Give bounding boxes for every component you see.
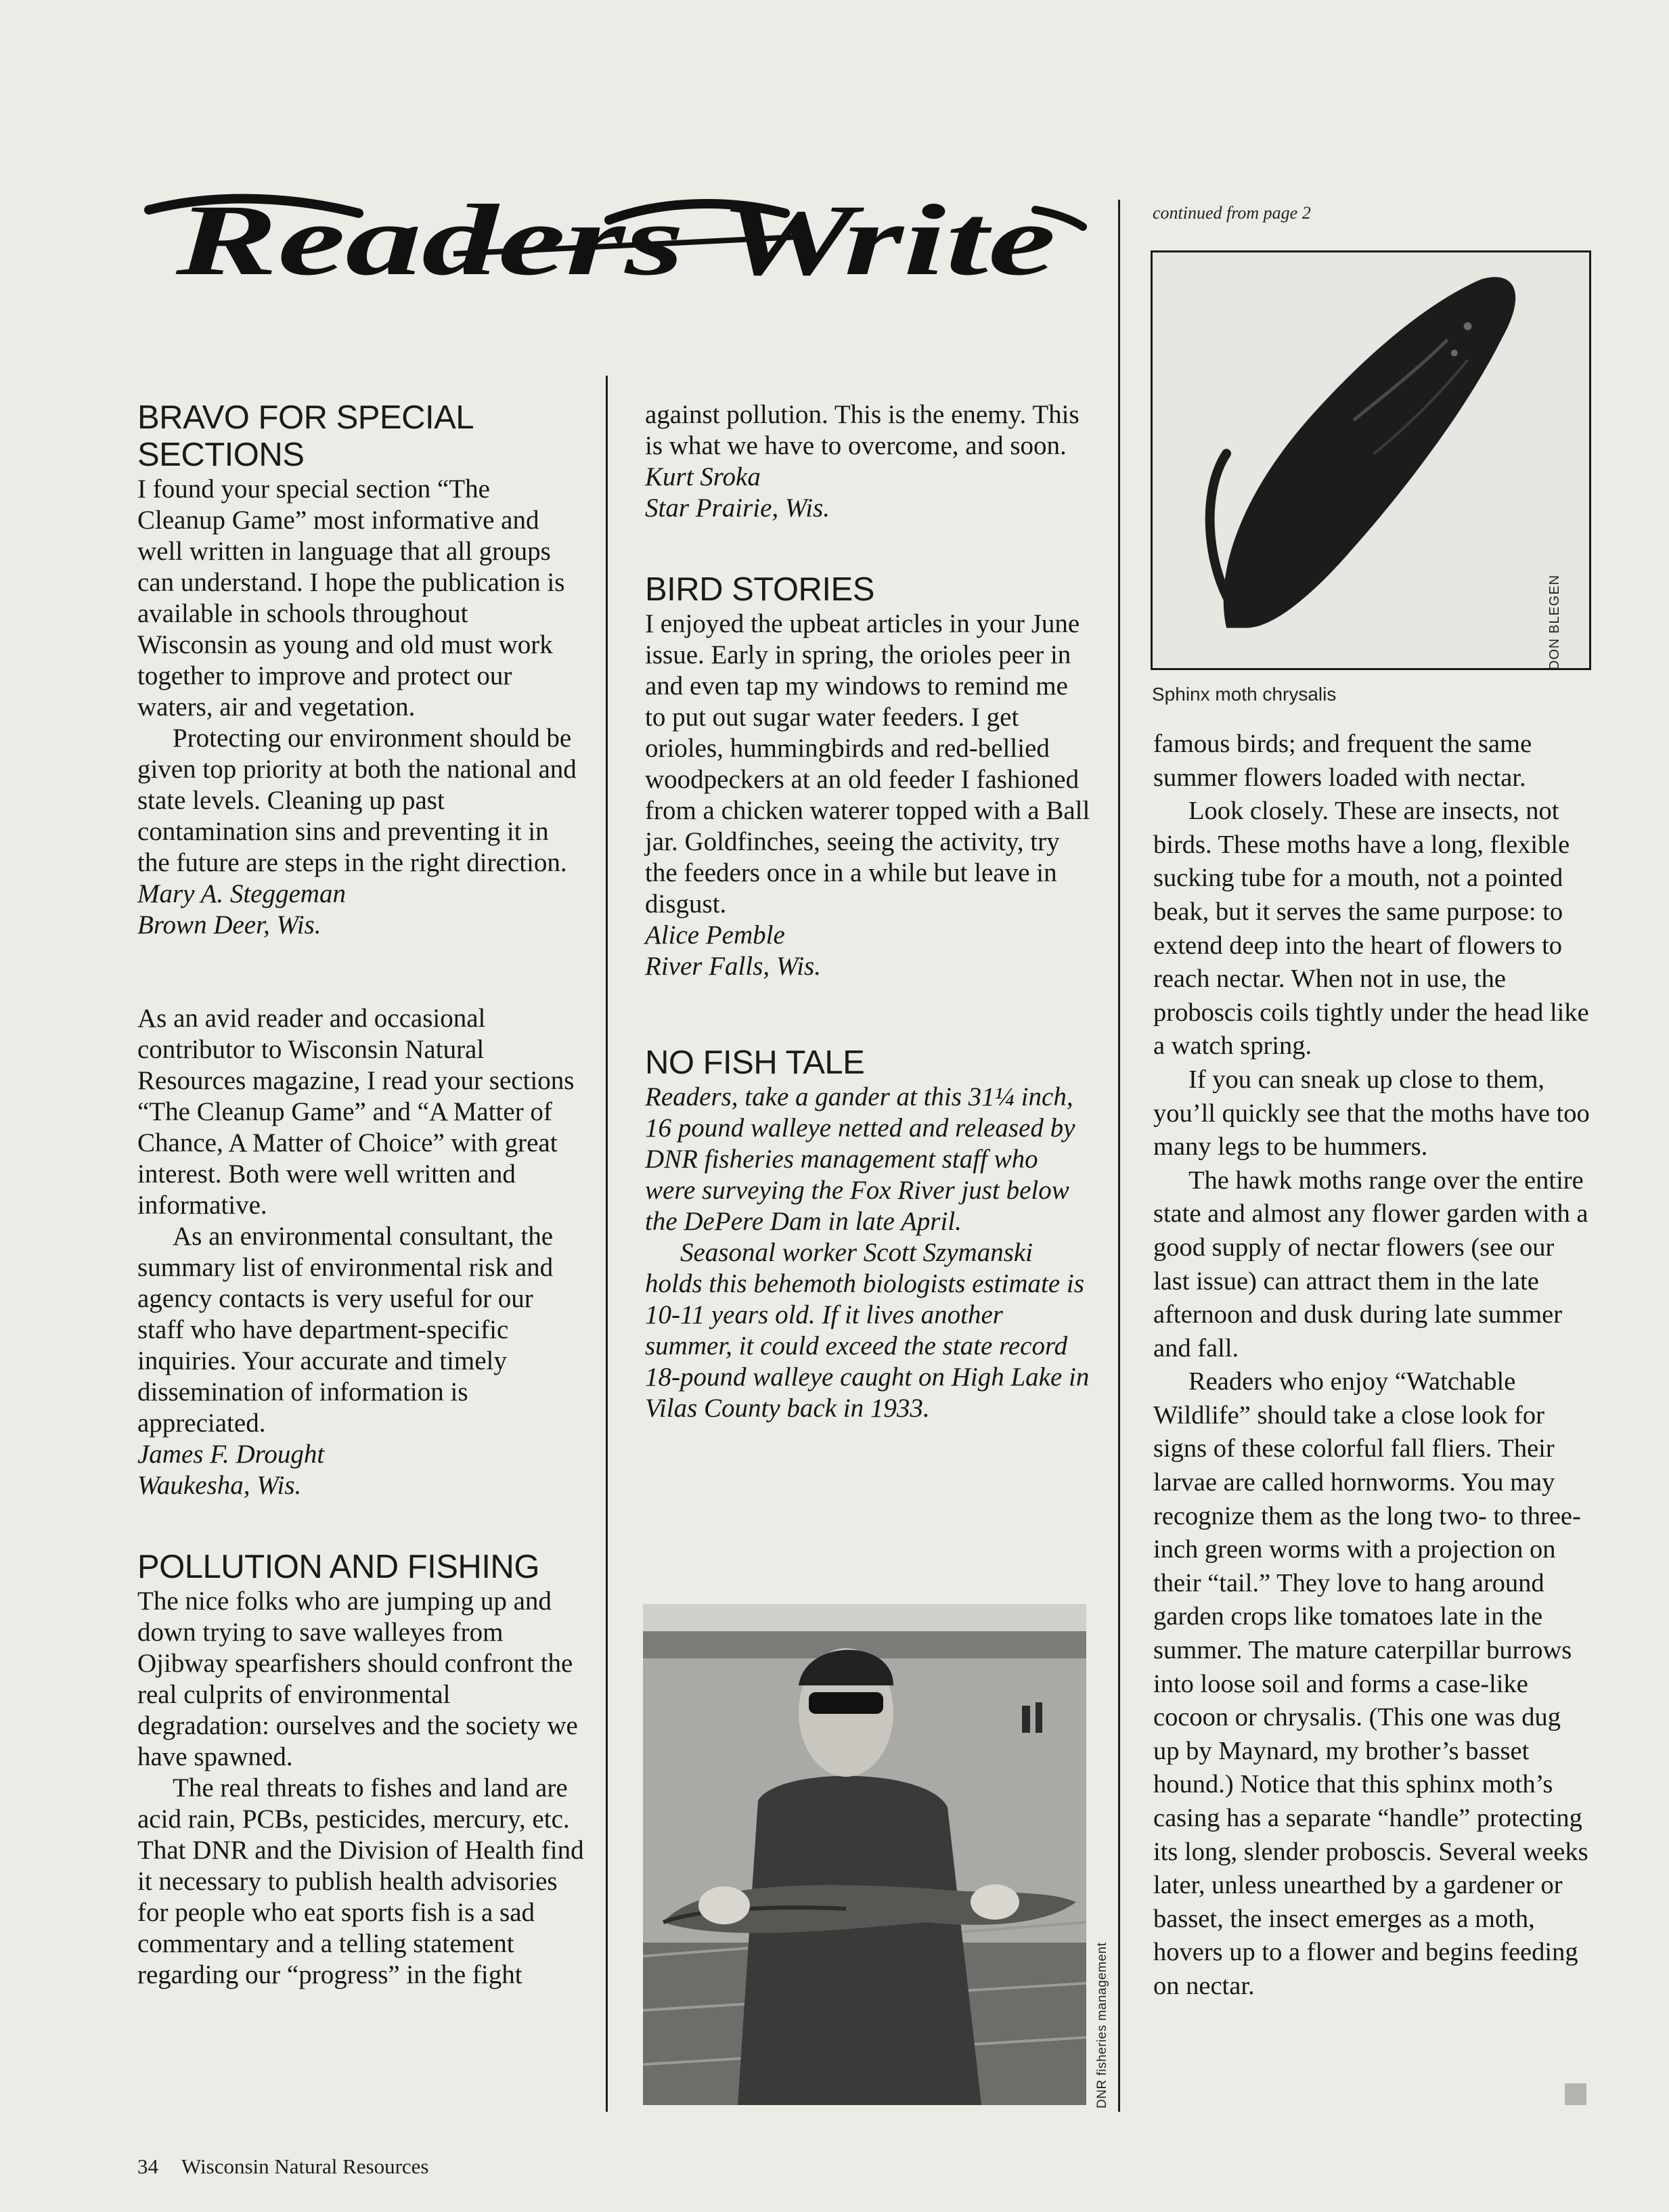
column-2 bbox=[645, 399, 1092, 1424]
chrysalis-photo-credit: DON BLEGEN bbox=[1547, 574, 1562, 670]
letter-1-signature-name: Mary A. Steggeman bbox=[137, 879, 346, 908]
letter-3-signature-name: Kurt Sroka bbox=[645, 462, 761, 491]
chrysalis-photo bbox=[1151, 250, 1591, 670]
page-footer bbox=[137, 2154, 429, 2179]
heading-bravo: BRAVO FOR SPECIAL SECTIONS bbox=[137, 399, 473, 473]
fish-tale-para-2: Seasonal worker Scott Szymanski holds this behemoth biologists estimate is 10-11 years old. If it lives another summer, it could exceed the state record 18-pound walleye caught on High Lake in Vilas County back in 1933. bbox=[645, 1238, 1090, 1423]
letter-1-para-2: Protecting our environment should be given top priority at both the national and state levels. Cleaning up past contamination sins and preventing it in the future are steps in the right direction. bbox=[137, 724, 577, 877]
walleye-photo bbox=[643, 1604, 1086, 2105]
chrysalis-caption: Sphinx moth chrysalis bbox=[1152, 684, 1337, 705]
letter-3-continued: against pollution. This is the enemy. This is what we have to overcome, and soon. bbox=[645, 400, 1080, 460]
moth-para-5: Readers who enjoy “Watchable Wildlife” should take a close look for signs of these colorful fall fliers. Their larvae are called hornworms. You may recognize them as the long two- to three-inch green worms with a projection on their “tail.” They love to hang around garden crops like tomatoes late in the summer. The mature caterpillar burrows into loose soil and forms a case-like cocoon or chrysalis. (This one was dug up by Maynard, my brother’s basset hound.) Notice that this sphinx moth’s casing has a separate “handle” protecting its long, slender proboscis. Several weeks later, unless unearthed by a gardener or basset, the insect emerges as a moth, hovers up to a flower and begins feeding on nectar. bbox=[1153, 1367, 1588, 2000]
publication-name: Wisconsin Natural Resources bbox=[181, 2154, 429, 2178]
letter-4-para-1: I enjoyed the upbeat articles in your June issue. Early in spring, the orioles peer in and even tap my windows to remind me to put out sugar water feeders. I get orioles, hummingbirds and red-bellied woodpeckers at an old feeder I fashioned from a chicken waterer topped with a Ball jar. Goldfinches, seeing the activity, try the feeders once in a while but leave in disgust. bbox=[645, 609, 1090, 919]
end-mark bbox=[1565, 2083, 1586, 2105]
moth-para-2: Look closely. These are insects, not birds. These moths have a long, flexible sucking tube for a mouth, not a pointed beak, but it serves the same purpose: to extend deep into the heart of flowers to reach nectar. When not in use, the proboscis coils tightly under the head like a watch spring. bbox=[1153, 797, 1589, 1061]
continued-note: continued from page 2 bbox=[1153, 203, 1311, 223]
letter-2-signature-place: Waukesha, Wis. bbox=[137, 1471, 302, 1500]
letter-4-signature-place: River Falls, Wis. bbox=[645, 952, 821, 981]
letter-1-signature-place: Brown Deer, Wis. bbox=[137, 910, 321, 939]
moth-para-1: famous birds; and frequent the same summer flowers loaded with nectar. bbox=[1153, 730, 1532, 792]
column-rule-2 bbox=[1118, 200, 1120, 2112]
letter-2-para-1: As an avid reader and occasional contributor to Wisconsin Natural Resources magazine, I read your sections “The Cleanup Game” and “A Matter of Chance, A Matter of Choice” with great interest. Both were well written and informative. bbox=[137, 1004, 575, 1220]
letter-2-para-2: As an environmental consultant, the summary list of environmental risk and agency contacts is very useful for our staff who have department-specific inquiries. Your accurate and timely dissemination of information is appreciated. bbox=[137, 1222, 554, 1438]
column-1 bbox=[137, 399, 584, 1991]
letter-1-para-1: I found your special section “The Cleanup Game” most informative and well written in language that all groups can understand. I hope the publication is available in schools throughout Wisconsin as young and old must work together to improve and protect our waters, air and vegetation. bbox=[137, 474, 565, 722]
masthead-title: Readers Write bbox=[175, 184, 1056, 294]
heading-no-fish-tale: NO FISH TALE bbox=[645, 1044, 865, 1081]
letter-3-para-1: The nice folks who are jumping up and down trying to save walleyes from Ojibway spearfishers should confront the real culprits of environmental degradation: ourselves and the society we have spawned. bbox=[137, 1587, 578, 1771]
heading-bird-stories: BIRD STORIES bbox=[645, 571, 874, 608]
walleye-photo-credit: DNR fisheries management bbox=[1095, 1942, 1109, 2108]
column-3 bbox=[1153, 728, 1592, 2004]
letter-2-signature-name: James F. Drought bbox=[137, 1440, 325, 1469]
letter-4-signature-name: Alice Pemble bbox=[645, 921, 785, 950]
fish-tale-para-1: Readers, take a gander at this 31¼ inch, 16 pound walleye netted and released by DNR fisheries management staff who were surveying the Fox River just below the DePere Dam in late April. bbox=[645, 1082, 1075, 1236]
moth-para-3: If you can sneak up close to them, you’ll quickly see that the moths have too many legs to be hummers. bbox=[1153, 1065, 1590, 1162]
moth-para-4: The hawk moths range over the entire state and almost any flower garden with a good supply of nectar flowers (see our last issue) can attract them in the late afternoon and dusk during late summer and fall. bbox=[1153, 1166, 1588, 1363]
letter-3-para-2: The real threats to fishes and land are acid rain, PCBs, pesticides, mercury, etc. That DNR and the Division of Health find it necessary to publish health advisories for people who eat sports fish is a sad commentary and a telling statement regarding our “progress” in the fight bbox=[137, 1773, 584, 1989]
masthead bbox=[135, 173, 1090, 294]
column-rule-1 bbox=[606, 376, 608, 2112]
page-number: 34 bbox=[137, 2154, 158, 2178]
heading-pollution: POLLUTION AND FISHING bbox=[137, 1549, 539, 1585]
letter-3-signature-place: Star Prairie, Wis. bbox=[645, 493, 830, 523]
masthead-logo bbox=[135, 173, 1090, 294]
